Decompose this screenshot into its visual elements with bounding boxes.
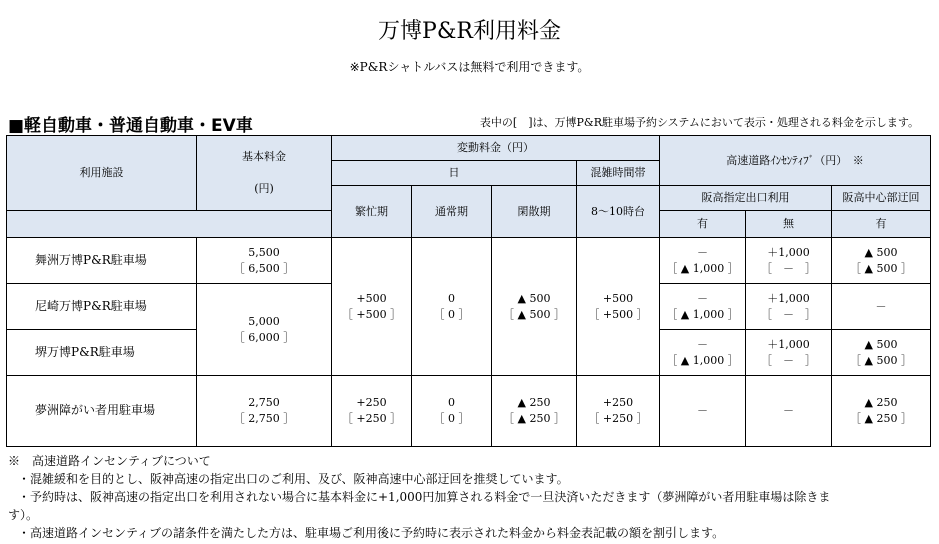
header-congestion-time: 8〜10時台 <box>577 186 660 238</box>
busy-fee-cell: +500 ［ +500 ］ <box>332 238 412 376</box>
header-exit-no: 無 <box>746 211 832 238</box>
header-detour-yes: 有 <box>832 211 931 238</box>
footnote-heading: ※ 高速道路インセンティブについて <box>8 454 211 468</box>
base-fee-cell: 5,500 ［ 6,500 ］ <box>197 238 332 284</box>
exit-yes-cell: － ［ ▲ 1,000 ］ <box>660 238 746 284</box>
detour-cell: ▲ 500 ［ ▲ 500 ］ <box>832 330 931 376</box>
exit-no-cell: ＋1,000 ［ － ］ <box>746 330 832 376</box>
exit-yes-cell: － ［ ▲ 1,000 ］ <box>660 330 746 376</box>
header-exit-yes: 有 <box>660 211 746 238</box>
detour-cell: ▲ 250 ［ ▲ 250 ］ <box>832 376 931 447</box>
header-congestion: 混雑時間帯 <box>577 161 660 186</box>
facility-name: 夢洲障がい者用駐車場 <box>7 376 197 447</box>
header-detour: 阪高中心部迂回 <box>832 186 931 211</box>
page-title: 万博P&R利用料金 <box>378 19 561 44</box>
exit-no-cell: ＋1,000 ［ － ］ <box>746 284 832 330</box>
header-busy: 繁忙期 <box>332 186 412 238</box>
header-day: 日 <box>332 161 577 186</box>
header-offpeak: 閑散期 <box>492 186 577 238</box>
header-facility: 利用施設 <box>7 136 197 211</box>
detour-cell: － <box>832 284 931 330</box>
normal-fee-cell: 0 ［ 0 ］ <box>412 238 492 376</box>
exit-no-cell: ＋1,000 ［ － ］ <box>746 238 832 284</box>
table-row <box>7 376 931 447</box>
footnote-line: す）。 <box>8 508 39 522</box>
page-subtitle: ※P&Rシャトルバスは無料で利用できます。 <box>349 60 590 74</box>
exit-yes-cell: － <box>660 376 746 447</box>
bracket-note: 表中の[ ]は、万博P&R駐車場予約システムにおいて表示・処理される料金を示します。 <box>479 116 919 129</box>
section-heading: ■軽自動車・普通自動車・EV車 <box>8 116 253 136</box>
congestion-fee-cell: +250 ［ +250 ］ <box>577 376 660 447</box>
footnote-line: ・高速道路インセンティブの諸条件を満たした方は、駐車場ご利用後に予約時に表示された料金から料金表記載の額を割引します。 <box>18 526 725 540</box>
footnote-line: ・予約時は、阪神高速の指定出口を利用されない場合に基本料金に+1,000円加算される料金で一旦決済いただきます（夢洲障がい者用駐車場は除きま <box>18 490 831 504</box>
header-normal: 通常期 <box>412 186 492 238</box>
facility-name: 堺万博P&R駐車場 <box>7 330 197 376</box>
detour-cell: ▲ 500 ［ ▲ 500 ］ <box>832 238 931 284</box>
base-fee-cell: 2,750 ［ 2,750 ］ <box>197 376 332 447</box>
header-base-fee: 基本料金 (円) <box>197 136 332 211</box>
header-highway-incentive: 高速道路ｲﾝｾﾝﾃｨﾌﾞ（円） ※ <box>660 136 931 186</box>
exit-yes-cell: － ［ ▲ 1,000 ］ <box>660 284 746 330</box>
offpeak-fee-cell: ▲ 250 ［ ▲ 250 ］ <box>492 376 577 447</box>
footnote-line: ・混雑緩和を目的とし、阪神高速の指定出口のご利用、及び、阪神高速中心部迂回を推奨しています。 <box>18 472 569 486</box>
normal-fee-cell: 0 ［ 0 ］ <box>412 376 492 447</box>
fee-table <box>6 135 931 447</box>
busy-fee-cell: +250 ［ +250 ］ <box>332 376 412 447</box>
header-variable-fee: 変動料金（円） <box>332 136 660 161</box>
base-fee-cell: 5,000 ［ 6,000 ］ <box>197 284 332 376</box>
offpeak-fee-cell: ▲ 500 ［ ▲ 500 ］ <box>492 238 577 376</box>
congestion-fee-cell: +500 ［ +500 ］ <box>577 238 660 376</box>
facility-name: 尼崎万博P&R駐車場 <box>7 284 197 330</box>
header-exit: 阪高指定出口利用 <box>660 186 832 211</box>
facility-name: 舞洲万博P&R駐車場 <box>7 238 197 284</box>
table-row <box>7 238 931 284</box>
exit-no-cell: － <box>746 376 832 447</box>
